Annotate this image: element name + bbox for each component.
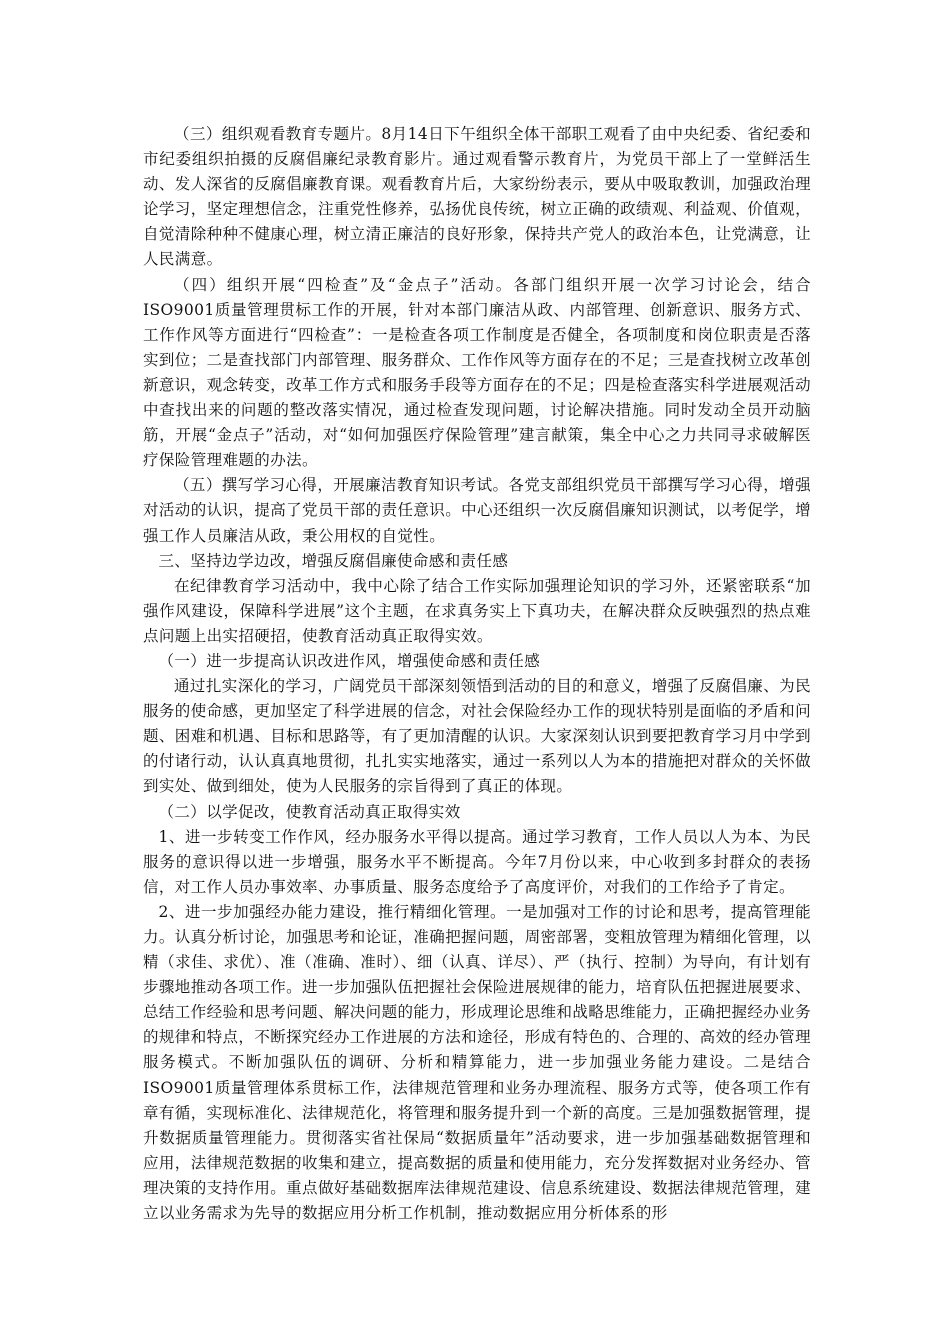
- document-body: [143, 122, 811, 1226]
- paragraph-item-one: 1、进一步转变工作作风，经办服务水平得以提高。通过学习教育，工作人员以人为本、为民服务的意识得以进一步增强，服务水平不断提高。今年7月份以来，中心收到多封群众的表扬信，对工作人员办事效率、办事质量、服务态度给予了高度评价，对我们的工作给予了肯定。: [143, 827, 811, 896]
- paragraph-viewing-film: （三）组织观看教育专题片。8月14日下午组织全体干部职工观看了由中央纪委、省纪委和市纪委组织拍摄的反腐倡廉纪录教育影片。通过观看警示教育片，为党员干部上了一堂鲜活生动、发人深省的反腐倡廉教育课。观看教育片后，大家纷纷表示，要从中吸取教训，加强政治理论学习，坚定理想信念，注重党性修养，弘扬优良传统，树立正确的政绩观、利益观、价值观，自觉清除种种不健康心理，树立清正廉洁的良好形象，保持共产党人的政治本色，让党满意，让人民满意。: [143, 125, 811, 269]
- paragraph-study-notes: （五）撰写学习心得，开展廉洁教育知识考试。各党支部组织党员干部撰写学习心得，增强对活动的认识，提高了党员干部的责任意识。中心还组织一次反腐倡廉知识测试，以考促学，增强工作人员廉洁从政，秉公用权的自觉性。: [143, 476, 811, 545]
- subsection-heading-two: （二）以学促改，使教育活动真正取得实效: [158, 802, 461, 821]
- paragraph-discipline-education: 在纪律教育学习活动中，我中心除了结合工作实际加强理论知识的学习外，还紧密联系“加强作风建设，保障科学进展”这个主题，在求真务实上下真功夫，在解决群众反映强烈的热点难点问题上出实招硬招，使教育活动真正取得实效。: [143, 576, 811, 645]
- paragraph-deepened-learning: 通过扎实深化的学习，广阔党员干部深刻领悟到活动的目的和意义，增强了反腐倡廉、为民服务的使命感，更加坚定了科学进展的信念，对社会保险经办工作的现状特别是面临的矛盾和问题、困难和机遇、目标和思路等，有了更加清醒的认识。大家深刻认识到要把教育学习月中学到的付诸行动，认认真真地贯彻，扎扎实实地落实，通过一系列以人为本的措施把对群众的关怀做到实处、做到细处，使为人民服务的宗旨得到了真正的体现。: [143, 677, 811, 796]
- paragraph-item-two: 2、进一步加强经办能力建设，推行精细化管理。一是加强对工作的讨论和思考，提高管理能力。认真分析讨论，加强思考和论证，准确把握问题，周密部署，变粗放管理为精细化管理，以精（求佳、求优）、准（准确、准时）、细（认真、详尽）、严（执行、控制）为导向，有计划有步骤地推动各项工作。进一步加强队伍把握社会保险进展规律的能力，培育队伍把握进展要求、总结工作经验和思考问题、解决问题的能力，形成理论思维和战略思维能力，正确把握经办业务的规律和特点，不断探究经办工作进展的方法和途径，形成有特色的、合理的、高效的经办管理服务模式。不断加强队伍的调研、分析和精算能力，进一步加强业务能力建设。二是结合ISO9001质量管理体系贯标工作，法律规范管理和业务办理流程、服务方式等，使各项工作有章有循，实现标准化、法律规范化，将管理和服务提升到一个新的高度。三是加强数据管理，提升数据质量管理能力。贯彻落实省社保局“数据质量年”活动要求，进一步加强基础数据管理和应用，法律规范数据的收集和建立，提高数据的质量和使用能力，充分发挥数据对业务经办、管理决策的支持作用。重点做好基础数据库法律规范建设、信息系统建设、数据法律规范管理，建立以业务需求为先导的数据应用分析工作机制，推动数据应用分析体系的形: [143, 902, 811, 1223]
- subsection-heading-one: （一）进一步提高认识改进作风，增强使命感和责任感: [158, 651, 541, 670]
- paragraph-four-inspections: （四）组织开展“四检查”及“金点子”活动。各部门组织开展一次学习讨论会，结合ISO9001质量管理贯标工作的开展，针对本部门廉洁从政、内部管理、创新意识、服务方式、工作作风等方面进行“四检查”：一是检查各项工作制度是否健全，各项制度和岗位职责是否落实到位；二是查找部门内部管理、服务群众、工作作风等方面存在的不足；三是查找树立改革创新意识，观念转变，改革工作方式和服务手段等方面存在的不足；四是检查落实科学进展观活动中查找出来的问题的整改落实情况，通过检查发现问题，讨论解决措施。同时发动全员开动脑筋，开展“金点子”活动，对“如何加强医疗保险管理”建言献策，集全中心之力共同寻求破解医疗保险管理难题的办法。: [143, 275, 811, 470]
- section-heading-three: 三、坚持边学边改，增强反腐倡廉使命感和责任感: [158, 551, 509, 570]
